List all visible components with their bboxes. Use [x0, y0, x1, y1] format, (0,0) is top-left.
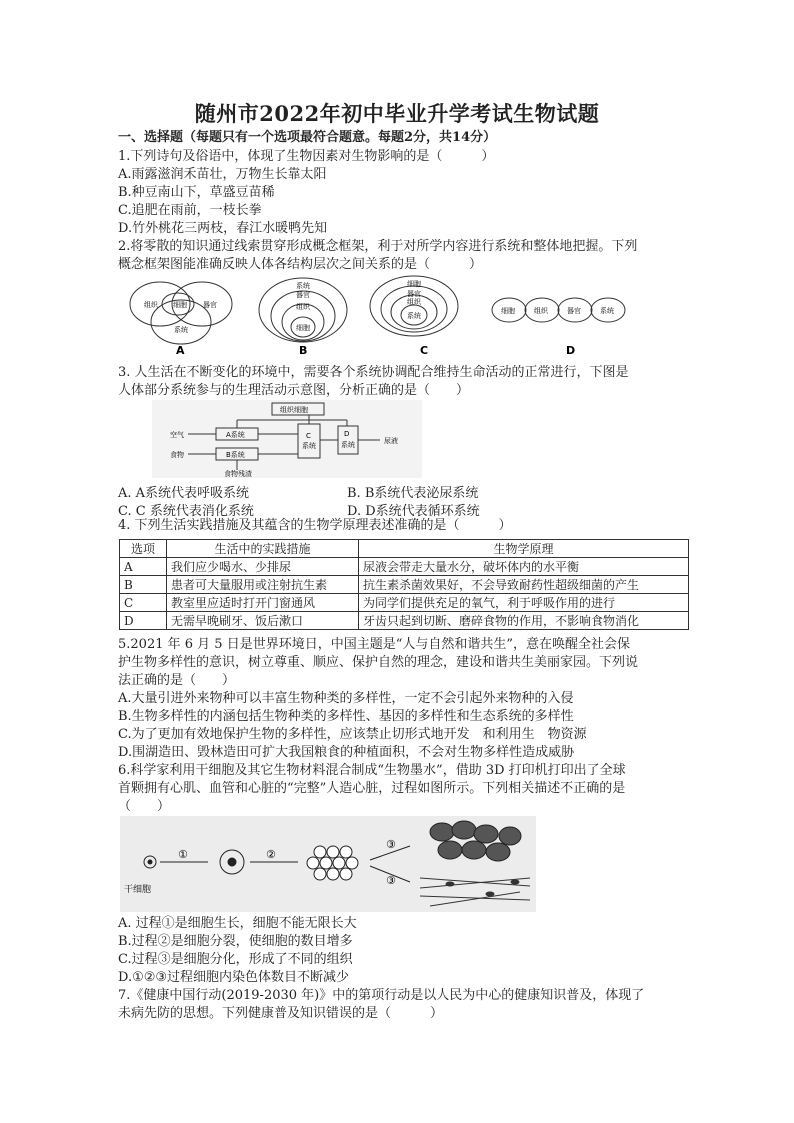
- q4-table: [119, 539, 689, 630]
- label-food-residue: 食物残渣: [224, 470, 252, 478]
- cell-cluster: [307, 846, 358, 880]
- exam-title: 随州市2022年初中毕业升学考试生物试题: [194, 101, 600, 126]
- q3-stem-line2: 人体部分系统参与的生理活动示意图，分析正确的是（ ）: [118, 383, 470, 398]
- q6-option-a: A. 过程①是细胞生长，细胞不能无限长大: [118, 916, 357, 931]
- table-cell-principle: 抗生素杀菌效果好，不会导致耐药性超级细菌的产生: [359, 576, 689, 594]
- q2-stem-line2: 概念框架图能准确反映人体各结构层次之间关系的是（ ）: [118, 257, 483, 272]
- q5-option-b: B.生物多样性的内涵包括生物种类的多样性、基因的多样性和生态系统的多样性: [118, 709, 574, 724]
- diagram-b-level2: 器官: [296, 291, 310, 299]
- q3-option-c: C. C 系统代表消化系统: [118, 504, 254, 519]
- q3-option-b: B. B系统代表泌尿系统: [347, 486, 479, 501]
- diagram-a-organ: 器官: [203, 301, 217, 309]
- label-a-system: A系统: [226, 431, 245, 439]
- diagram-a-cell: 细胞: [173, 301, 187, 309]
- table-cell-measure: 患者可大量服用或注射抗生素: [167, 576, 359, 594]
- table-header-measure: 生活中的实践措施: [167, 540, 359, 558]
- diagram-d-cell: 细胞: [501, 307, 515, 315]
- q6-stem-line3: （ ）: [118, 799, 171, 814]
- label-d: D: [344, 430, 350, 438]
- table-cell-measure: 无需早晚刷牙、饭后漱口: [167, 612, 359, 630]
- q5-stem-line1: 5.2021 年 6 月 5 日是世界环境日，中国主题是“人与自然和谐共生”，意在唤醒全社会保: [118, 637, 630, 652]
- table-cell-option: D: [120, 612, 167, 630]
- diagram-d-tissue: 组织: [534, 307, 548, 315]
- table-cell-principle: 牙齿只起到切断、磨碎食物的作用，不影响食物消化: [359, 612, 689, 630]
- diagram-b-level1: 系统: [296, 282, 310, 290]
- q3-option-d: D. D系统代表循环系统: [347, 504, 480, 519]
- q3-stem-line1: 3. 人生活在不断变化的环境中，需要各个系统协调配合维持生命活动的正常进行，下图是: [118, 365, 629, 380]
- q5-stem-line3: 法正确的是（ ）: [118, 673, 236, 688]
- label-air: 空气: [170, 431, 184, 439]
- diagram-d-label: D: [566, 344, 576, 357]
- diagram-c-label: C: [420, 344, 429, 357]
- diagram-a-label: A: [176, 344, 185, 357]
- q6-option-b: B.过程②是细胞分裂，使细胞的数目增多: [118, 934, 353, 949]
- q1-option-c: C.追肥在雨前，一枝长拳: [118, 203, 262, 218]
- q6-option-d: D.①②③过程细胞内染色体数目不断减少: [118, 970, 350, 985]
- diagram-c-level3: 组织: [407, 298, 421, 306]
- step-3b-marker: ③: [386, 874, 396, 887]
- q6-stem-cell-diagram: [120, 816, 536, 912]
- table-cell-measure: 教室里应适时打开门窗通风: [167, 594, 359, 612]
- q5-option-d: D.围湖造田、毁林造田可扩大我国粮食的种植面积，不会对生物多样性造成威胁: [118, 745, 575, 760]
- table-cell-measure: 我们应少喝水、少排尿: [167, 558, 359, 576]
- step-2-marker: ②: [266, 848, 276, 861]
- diagram-d-system: 系统: [600, 307, 614, 315]
- q6-stem-line1: 6.科学家利用干细胞及其它生物材料混合制成“生物墨水”，借助 3D 打印机打印出了全球: [118, 763, 626, 778]
- label-tissue-cells: 组织细胞: [280, 406, 308, 414]
- q5-option-c: C.为了更加有效地保护生物的多样性，应该禁止切形式地开发 和利用生 物资源: [118, 727, 587, 742]
- table-row: [120, 576, 689, 594]
- step-3a-marker: ③: [386, 838, 396, 851]
- table-header-row: [120, 540, 689, 558]
- q5-stem-line2: 护生物多样性的意识，树立尊重、顺应、保护自然的理念，建设和谐共生美丽家园。下列说: [118, 655, 639, 670]
- label-d-system: 系统: [341, 441, 355, 449]
- table-cell-option: C: [120, 594, 167, 612]
- table-header-option: 选项: [120, 540, 167, 558]
- q1-stem: 1.下列诗句及俗语中，体现了生物因素对生物影响的是（ ）: [118, 149, 495, 164]
- diagram-b-level4: 细胞: [296, 324, 310, 332]
- table-cell-principle: 为同学们提供充足的氧气，利于呼吸作用的进行: [359, 594, 689, 612]
- diagram-a-tissue: 组织: [144, 301, 158, 309]
- muscle-tissue: [430, 821, 521, 861]
- q6-option-c: C.过程③是细胞分化，形成了不同的组织: [118, 952, 353, 967]
- table-row: [120, 612, 689, 630]
- stem-cell-label: 干细胞: [124, 885, 152, 895]
- diagram-c-level1: 细胞: [407, 280, 421, 288]
- q4-stem: 4. 下列生活实践措施及其蕴含的生物学原理表述准确的是（ ）: [118, 518, 512, 533]
- table-cell-principle: 尿液会带走大量水分，破坏体内的水平衡: [359, 558, 689, 576]
- diagram-a: [130, 282, 232, 344]
- q2-concept-diagrams: [118, 274, 638, 360]
- q5-option-a: A.大量引进外来物种可以丰富生物种类的多样性，一定不会引起外来物种的入侵: [118, 691, 574, 706]
- q7-stem-line1: 7.《健康中国行动(2019-2030 年)》中的第项行动是以人民为中心的健康知识普及，体现了: [118, 988, 645, 1003]
- diagram-b-label: B: [299, 344, 308, 357]
- q1-option-d: D.竹外桃花三两枝，春江水暖鸭先知: [118, 221, 328, 236]
- q1-option-b: B.种豆南山下，草盛豆苗稀: [118, 185, 275, 200]
- label-urine: 尿液: [384, 437, 398, 445]
- table-row: [120, 594, 689, 612]
- table-cell-option: A: [120, 558, 167, 576]
- diagram-d-organ: 器官: [567, 307, 581, 315]
- q6-stem-line2: 首颗拥有心肌、血管和心脏的“完整”人造心脏，过程如图所示。下列相关描述不正确的是: [118, 781, 626, 796]
- diagram-c-level2: 器官: [407, 290, 421, 298]
- diagram-b-level3: 组织: [296, 303, 310, 311]
- label-c-system: 系统: [302, 442, 316, 450]
- table-header-principle: 生物学原理: [359, 540, 689, 558]
- q7-stem-line2: 未病先防的思想。下列健康普及知识错误的是（ ）: [118, 1006, 444, 1021]
- table-cell-option: B: [120, 576, 167, 594]
- diagram-a-system: 系统: [174, 326, 188, 334]
- q3-option-a: A. A系统代表呼吸系统: [118, 486, 250, 501]
- label-b-system: B系统: [226, 451, 245, 459]
- q3-physiology-diagram: [152, 400, 422, 478]
- table-row: [120, 558, 689, 576]
- label-c: C: [306, 432, 311, 440]
- diagram-c-level4: 系统: [407, 312, 421, 320]
- section-heading: 一、选择题（每题只有一个选项最符合题意。每题2分，共14分）: [118, 130, 497, 145]
- q1-option-a: A.雨露滋润禾苗壮，万物生长靠太阳: [118, 167, 327, 182]
- step-1-marker: ①: [178, 848, 188, 861]
- label-food: 食物: [170, 451, 184, 459]
- q2-stem-line1: 2.将零散的知识通过线索贯穿形成概念框架，利于对所学内容进行系统和整体地把握。下列: [118, 239, 638, 254]
